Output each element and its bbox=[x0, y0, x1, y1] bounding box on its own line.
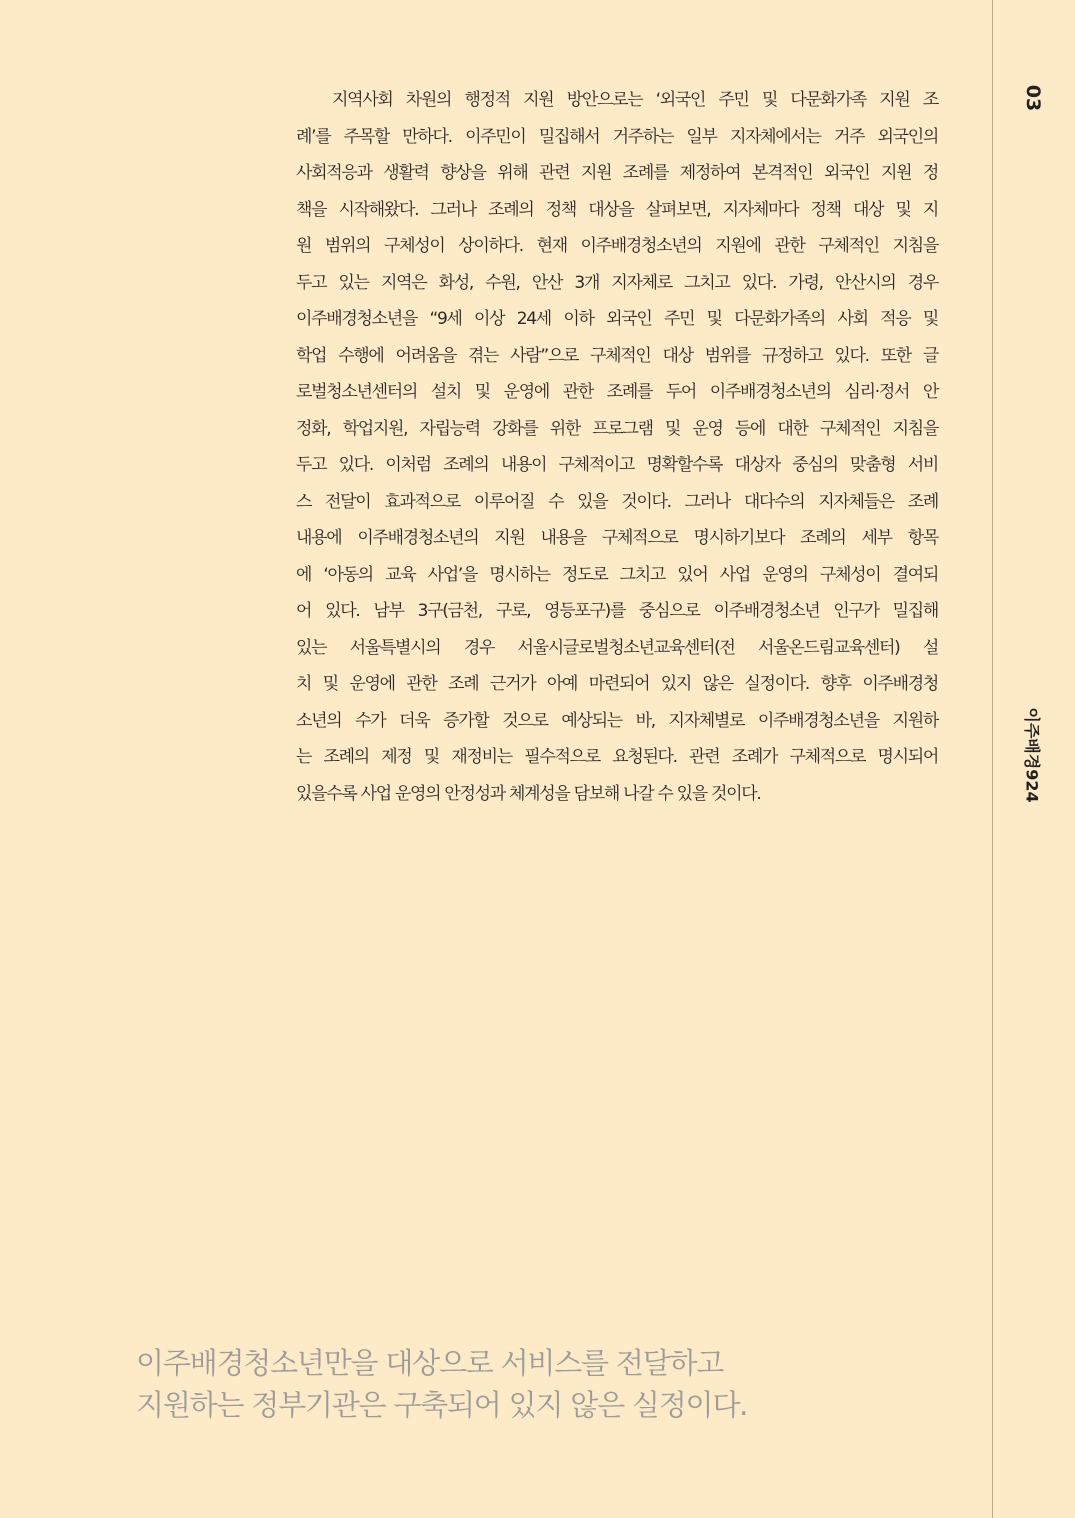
body-line: 소년의 수가 더욱 증가할 것으로 예상되는 바, 지자체별로 이주배경청소년을 지원하 bbox=[296, 710, 938, 731]
running-title: 이주배경924 bbox=[1022, 707, 1042, 803]
body-line: 정화, 학업지원, 자립능력 강화를 위한 프로그램 및 운영 등에 대한 구체적인 지침을 bbox=[296, 418, 938, 439]
body-paragraph bbox=[296, 82, 938, 812]
pull-quote bbox=[136, 1342, 896, 1426]
body-line: 내용에 이주배경청소년의 지원 내용을 구체적으로 명시하기보다 조례의 세부 항목 bbox=[296, 528, 938, 548]
body-line: 사회적응과 생활력 향상을 위해 관련 지원 조례를 제정하여 본격적인 외국인 지원 정 bbox=[296, 163, 938, 183]
body-line: 학업 수행에 어려움을 겪는 사람”으로 구체적인 대상 범위를 규정하고 있다. 또한 글 bbox=[296, 345, 938, 366]
body-line: 스 전달이 효과적으로 이루어질 수 있을 것이다. 그러나 대다수의 지자체들은 조례 bbox=[296, 491, 938, 512]
body-line: 는 조례의 제정 및 재정비는 필수적으로 요청된다. 관련 조례가 구체적으로 명시되어 bbox=[296, 747, 938, 767]
pull-quote-line-1: 이주배경청소년만을 대상으로 서비스를 전달하고 bbox=[136, 1346, 724, 1380]
body-line: 책을 시작해왔다. 그러나 조례의 정책 대상을 살펴보면, 지자체마다 정책 대상 및 지 bbox=[296, 199, 938, 220]
body-line: 두고 있다. 이처럼 조례의 내용이 구체적이고 명확할수록 대상자 중심의 맞춤형 서비 bbox=[296, 455, 938, 475]
body-line: 로벌청소년센터의 설치 및 운영에 관한 조례를 두어 이주배경청소년의 심리·정서 안 bbox=[296, 382, 938, 402]
pull-quote-line-2: 지원하는 정부기관은 구축되어 있지 않은 실정이다. bbox=[136, 1388, 748, 1422]
body-line: 원 범위의 구체성이 상이하다. 현재 이주배경청소년의 지원에 관한 구체적인 지침을 bbox=[296, 236, 938, 256]
body-line: 치 및 운영에 관한 조례 근거가 아예 마련되어 있지 않은 실정이다. 향후 이주배경청 bbox=[296, 674, 938, 694]
body-line: 어 있다. 남부 3구(금천, 구로, 영등포구)를 중심으로 이주배경청소년 인구가 밀집해 bbox=[296, 601, 938, 621]
side-divider-line bbox=[992, 0, 993, 1518]
body-line: 두고 있는 지역은 화성, 수원, 안산 3개 지자체로 그치고 있다. 가령, 안산시의 경우 bbox=[296, 272, 938, 293]
body-line: 지역사회 차원의 행정적 지원 방안으로는 ‘외국인 주민 및 다문화가족 지원 조 bbox=[332, 90, 938, 110]
chapter-number: 03 bbox=[1022, 84, 1044, 112]
body-line: 있을수록 사업 운영의 안정성과 체계성을 담보해 나갈 수 있을 것이다. bbox=[296, 783, 761, 804]
body-line: 이주배경청소년을 “9세 이상 24세 이하 외국인 주민 및 다문화가족의 사회 적응 및 bbox=[296, 309, 938, 329]
body-line: 에 ‘아동의 교육 사업’을 명시하는 정도로 그치고 있어 사업 운영의 구체성이 결여되 bbox=[296, 564, 938, 585]
body-line: 있는 서울특별시의 경우 서울시글로벌청소년교육센터(전 서울온드림교육센터) 설 bbox=[296, 637, 938, 658]
body-line: 례’를 주목할 만하다. 이주민이 밀집해서 거주하는 일부 지자체에서는 거주 외국인의 bbox=[296, 126, 938, 147]
